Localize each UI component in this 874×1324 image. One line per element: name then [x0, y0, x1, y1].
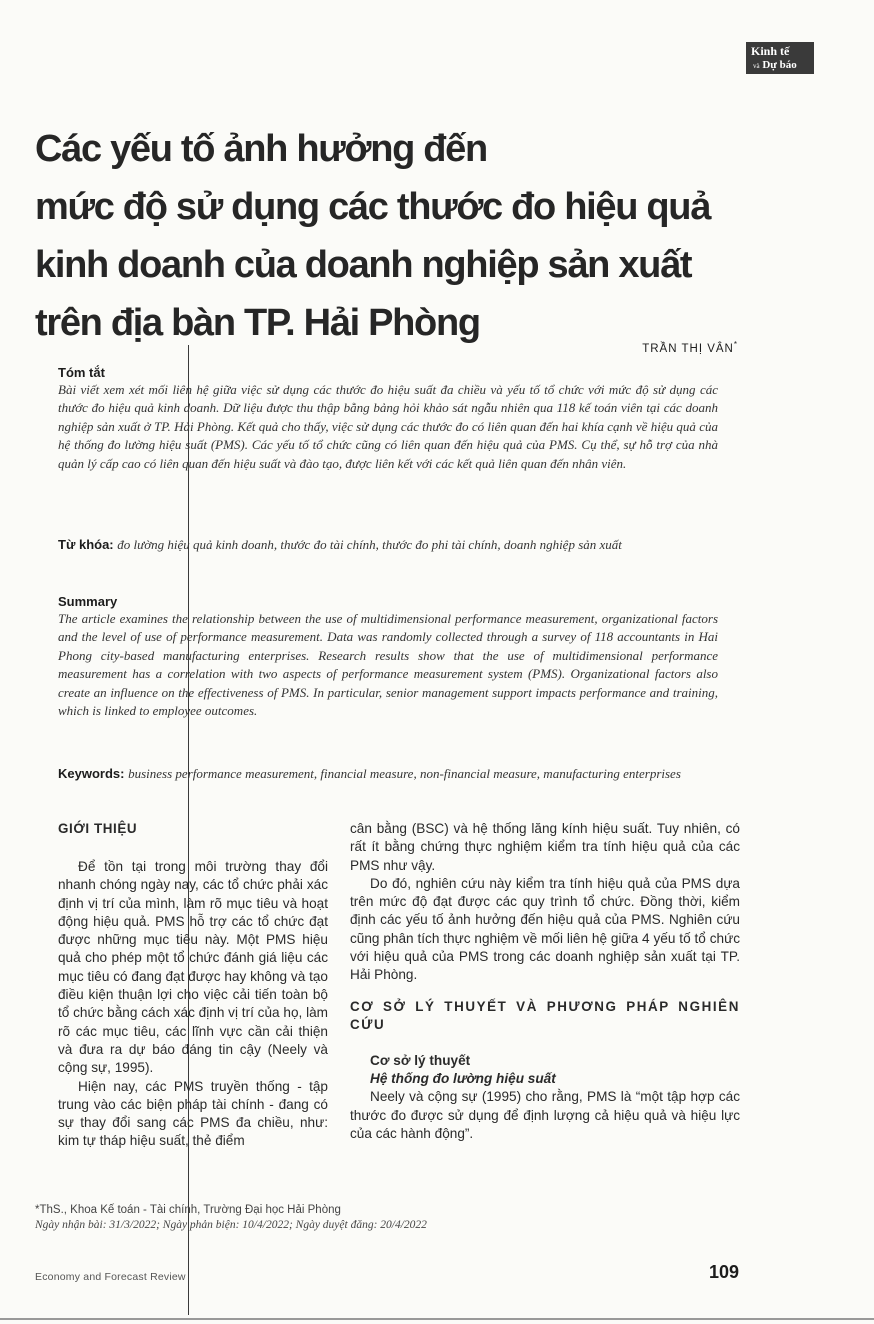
journal-name: Economy and Forecast Review [35, 1271, 186, 1283]
abstract-vi-heading: Tóm tắt [58, 365, 105, 380]
keywords-vi-label: Từ khóa: [58, 537, 114, 552]
abstract-vi [58, 364, 718, 473]
article-title [35, 120, 815, 352]
paragraph: cân bằng (BSC) và hệ thống lăng kính hiệu suất. Tuy nhiên, có rất ít bằng chứng thực nghiệm kiểm tra tính hiệu quả của các PMS như vậy. [350, 821, 740, 873]
title-line: trên địa bàn TP. Hải Phòng [35, 302, 480, 344]
abstract-en-heading: Summary [58, 594, 118, 609]
abstract-en-text: The article examines the relationship between the use of multidimensional performance measurement, organizational factors and the level of use of performance measurement. Data was randomly collected through a survey of 118 accountants in Hai Phong city-based manufacturing enterprises. Research results show that the use of multidimensional performance measurement has a correlation with two aspects of performance measurement system (PMS). Organizational factors also create an influence on the effectiveness of PMS. In particular, senior management support impacts performance and training, which is linked to employee outcomes. [58, 611, 718, 719]
paragraph: Để tồn tại trong môi trường thay đổi nhanh chóng ngày nay, các tổ chức phải xác định vị trí của mình, làm rõ mục tiêu và hoạt động hiệu quả. PMS hỗ trợ các tổ chức đạt được những mục tiêu này. Một PMS hiệu quả cho phép một tổ chức đánh giá liệu các mục tiêu có đang đạt được hay không và tạo điều kiện thuận lợi cho việc cải tiến toàn bộ tổ chức bằng cách xác định vị trí của họ, làm rõ các mục tiêu, các lĩnh vực cần cải thiện và đưa ra dự báo đáng tin cậy (Neely và cộng sự, 1995). [58, 859, 328, 1076]
abstract-en [58, 593, 718, 720]
keywords-en-text: business performance measurement, financial measure, non-financial measure, manufacturing enterprises [128, 766, 681, 781]
keywords-en [58, 765, 718, 783]
journal-badge [746, 42, 814, 74]
abstract-vi-text: Bài viết xem xét mối liên hệ giữa việc sử dụng các thước đo hiệu suất đa chiều và yếu tố tổ chức với mức độ sử dụng các thước đo hiệu quả kinh doanh. Dữ liệu được thu thập bằng bảng hỏi khảo sát ngẫu nhiên qua 118 kế toán viên tại các doanh nghiệp sản xuất ở TP. Hải Phòng. Kết quả cho thấy, việc sử dụng các thước đo có liên quan đến hai khía cạnh về hiệu quả của hệ thống đo lường hiệu suất (PMS). Các yếu tố tổ chức cũng có liên quan đến hiệu quả của PMS. Cụ thể, sự hỗ trợ của nhà quản lý cấp cao có liên quan đến hiệu suất và đào tạo, được liên kết với các kết quả liên quan đến nhân viên. [58, 382, 718, 471]
section-heading-theory: CƠ SỞ LÝ THUYẾT VÀ PHƯƠNG PHÁP NGHIÊN CỨU [350, 998, 740, 1032]
keywords-vi [58, 536, 718, 554]
keywords-vi-line [58, 536, 718, 554]
paragraph: Neely và cộng sự (1995) cho rằng, PMS là “một tập hợp các thước đo được sử dụng để định lượng cả hiệu quả và hiệu lực của các hành động”. [350, 1089, 740, 1141]
subheading-italic: Hệ thống đo lường hiệu suất [370, 1070, 556, 1086]
title-line: Các yếu tố ảnh hưởng đến [35, 128, 487, 170]
keywords-en-line [58, 765, 718, 783]
left-column [58, 820, 328, 1151]
keywords-vi-text: đo lường hiệu quả kinh doanh, thước đo tài chính, thước đo phi tài chính, doanh nghiệp sản xuất [117, 537, 622, 552]
subheading: Cơ sở lý thuyết [370, 1052, 471, 1068]
paragraph: Do đó, nghiên cứu này kiểm tra tính hiệu quả của PMS dựa trên mức độ đạt được các quy trình tổ chức. Đồng thời, kiểm định các yếu tố ảnh hưởng đến hiệu quả của PMS. Nghiên cứu cũng phân tích thực nghiệm về mối liên hệ giữa 4 yếu tố tổ chức với hiệu quả của PMS trong các doanh nghiệp sản xuất tại TP. Hải Phòng. [350, 875, 740, 983]
title-line: kinh doanh của doanh nghiệp sản xuất [35, 244, 692, 286]
section-heading-intro: GIỚI THIỆU [58, 821, 138, 836]
right-column [350, 820, 740, 1143]
paragraph: Hiện nay, các PMS truyền thống - tập trung vào các biện pháp tài chính - đang có sự thay đổi sang các PMS đa chiều, như: kim tự tháp hiệu suất, thẻ điểm [58, 1078, 328, 1149]
author-name: TRẦN THỊ VÂN [642, 342, 734, 355]
title-line: mức độ sử dụng các thước đo hiệu quả [35, 186, 711, 228]
badge-line1: Kinh tế [751, 44, 790, 58]
author-mark: * [733, 340, 738, 349]
author [642, 340, 738, 355]
submission-dates: Ngày nhận bài: 31/3/2022; Ngày phản biện: 10/4/2022; Ngày duyệt đăng: 20/4/2022 [35, 1219, 427, 1231]
author-footnote: *ThS., Khoa Kế toán - Tài chính, Trường Đại học Hải Phòng [35, 1204, 341, 1216]
page-number: 109 [708, 1262, 739, 1282]
scan-edge-line [0, 1318, 874, 1320]
keywords-en-label: Keywords: [58, 766, 125, 781]
badge-line2: và Dự báo [753, 59, 797, 71]
